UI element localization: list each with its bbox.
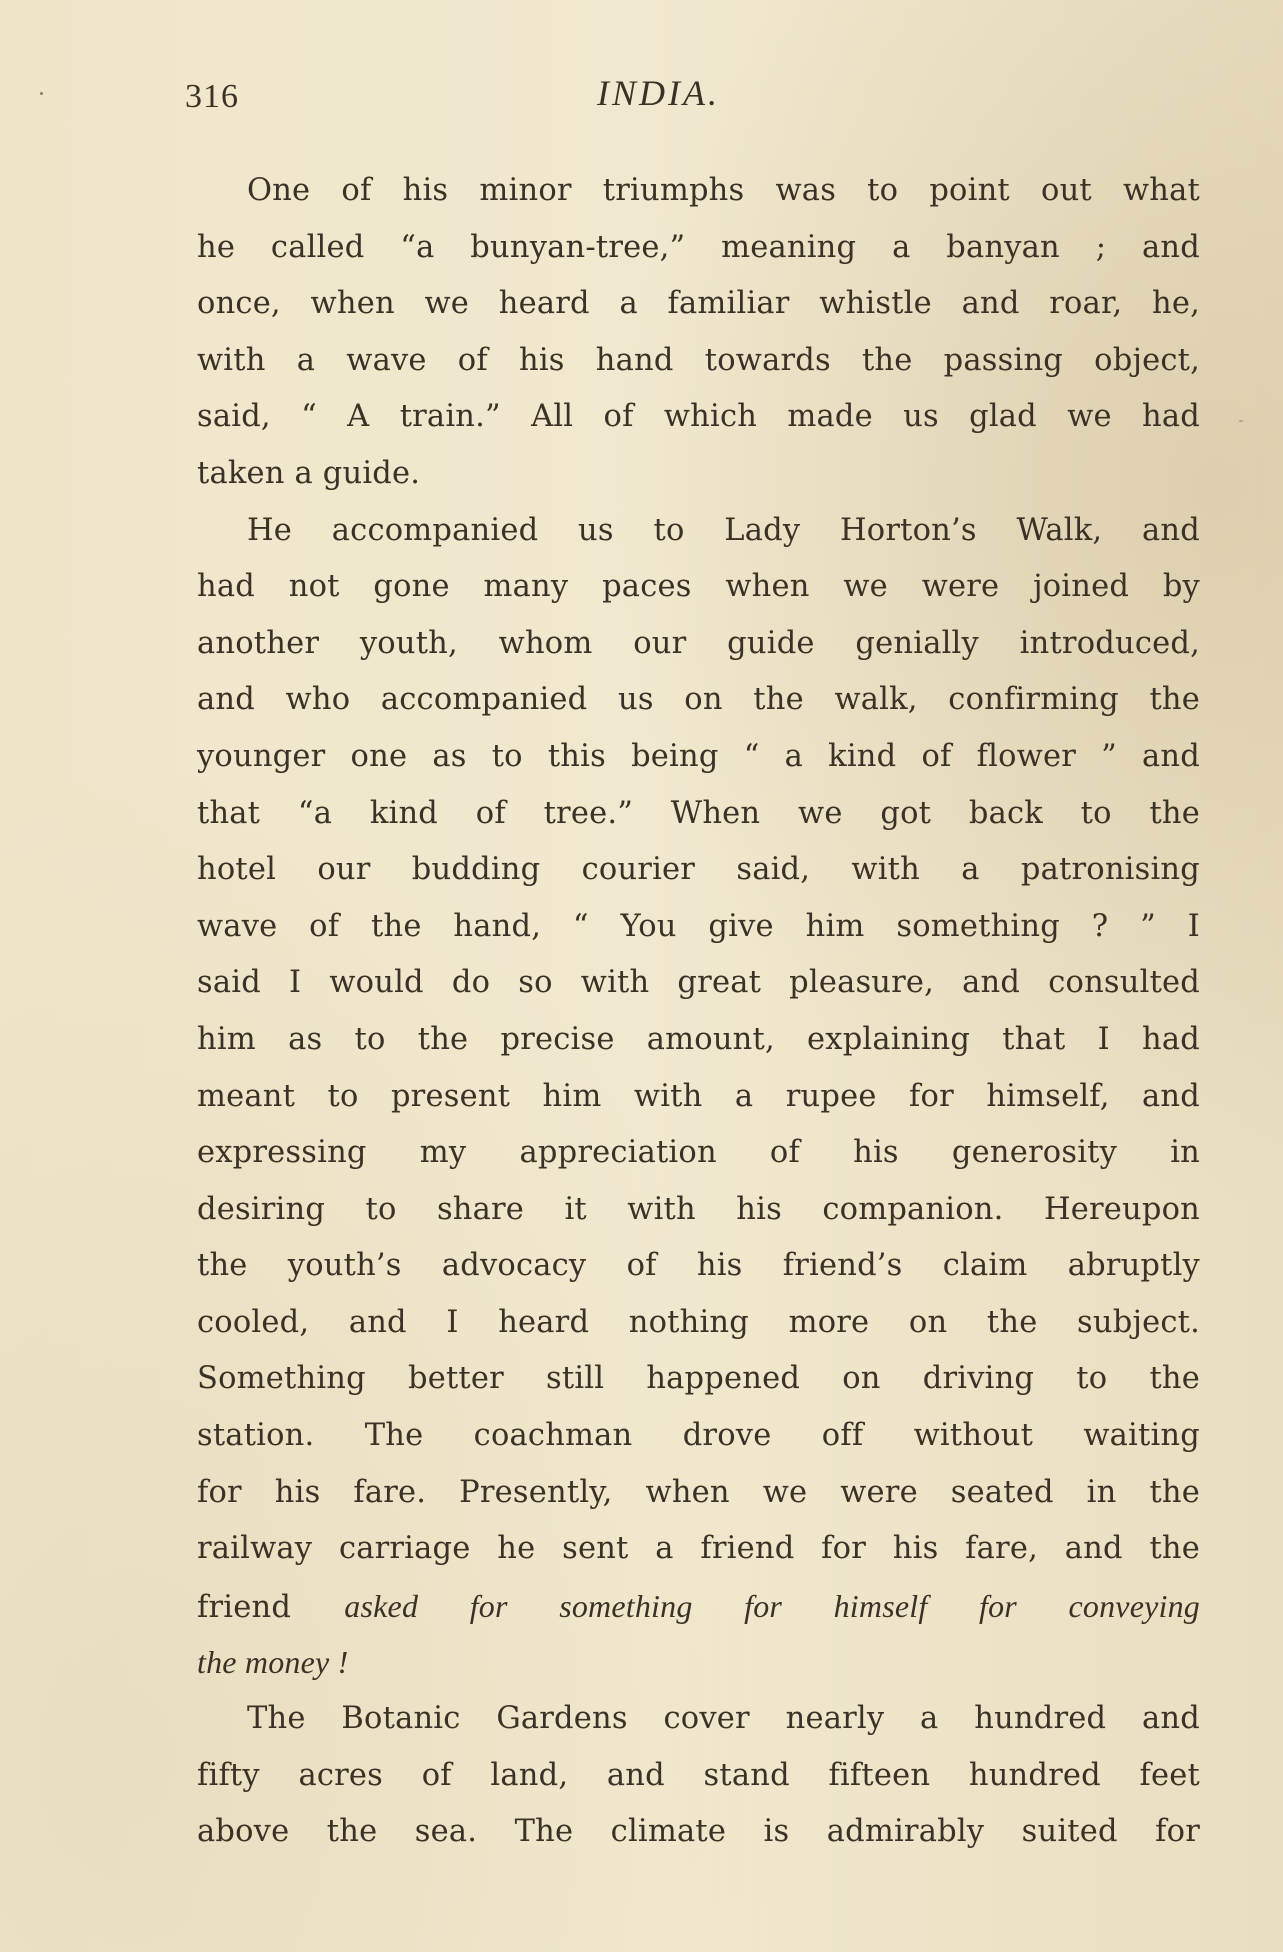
text-line: and who accompanied us on the walk, confirming the [197, 682, 1200, 718]
text-line: for his fare. Presently, when we were seated in the [197, 1474, 1200, 1510]
paper-speck [40, 92, 43, 95]
text-line: him as to the precise amount, explaining that I had [197, 1021, 1200, 1057]
text-line: railway carriage he sent a friend for his fare, and the [197, 1531, 1200, 1567]
running-head: INDIA. [597, 73, 720, 113]
text-line: he called “a bunyan-tree,” meaning a banyan ; and [197, 229, 1200, 265]
text-fragment: friend [197, 1589, 292, 1625]
text-line-mixed [197, 1578, 1200, 1635]
text-line: another youth, whom our guide genially introduced, [197, 625, 1200, 661]
text-line: wave of the hand, “ You give him something ? ” I [197, 908, 1200, 944]
text-line: desiring to share it with his companion. Hereupon [197, 1191, 1200, 1227]
text-line: hotel our budding courier said, with a patronising [197, 852, 1200, 888]
text-line: had not gone many paces when we were joined by [197, 569, 1200, 605]
text-line: said I would do so with great pleasure, and consulted [197, 965, 1200, 1001]
text-line: that “a kind of tree.” When we got back to the [197, 795, 1200, 831]
text-line: One of his minor triumphs was to point out what [247, 173, 1200, 208]
text-line: the youth’s advocacy of his friend’s claim abruptly [197, 1248, 1200, 1284]
page-number: 316 [185, 78, 239, 115]
text-line: younger one as to this being “ a kind of flower ” and [197, 738, 1200, 774]
italic-text-line: the money ! [197, 1644, 349, 1681]
text-line: fifty acres of land, and stand fifteen hundred feet [197, 1757, 1200, 1793]
page-header [185, 72, 1135, 122]
text-line: meant to present him with a rupee for himself, and [197, 1078, 1200, 1114]
text-line: said, “ A train.” All of which made us glad we had [197, 399, 1200, 435]
text-line: above the sea. The climate is admirably suited for [197, 1814, 1200, 1850]
text-line: with a wave of his hand towards the passing object, [197, 342, 1200, 378]
paper-speck [1239, 420, 1243, 422]
text-line: station. The coachman drove off without waiting [197, 1418, 1200, 1454]
text-line: He accompanied us to Lady Horton’s Walk, and [247, 512, 1200, 548]
text-line: expressing my appreciation of his generosity in [197, 1135, 1200, 1171]
text-line: taken a guide. [197, 455, 421, 491]
text-line: Something better still happened on driving to the [197, 1361, 1200, 1397]
text-line: The Botanic Gardens cover nearly a hundred and [247, 1701, 1200, 1737]
italic-text: asked for something for himself for conveying [344, 1587, 1200, 1624]
text-line: once, when we heard a familiar whistle and roar, he, [197, 286, 1200, 322]
text-line: cooled, and I heard nothing more on the subject. [197, 1304, 1200, 1340]
body-text [197, 163, 1200, 1861]
